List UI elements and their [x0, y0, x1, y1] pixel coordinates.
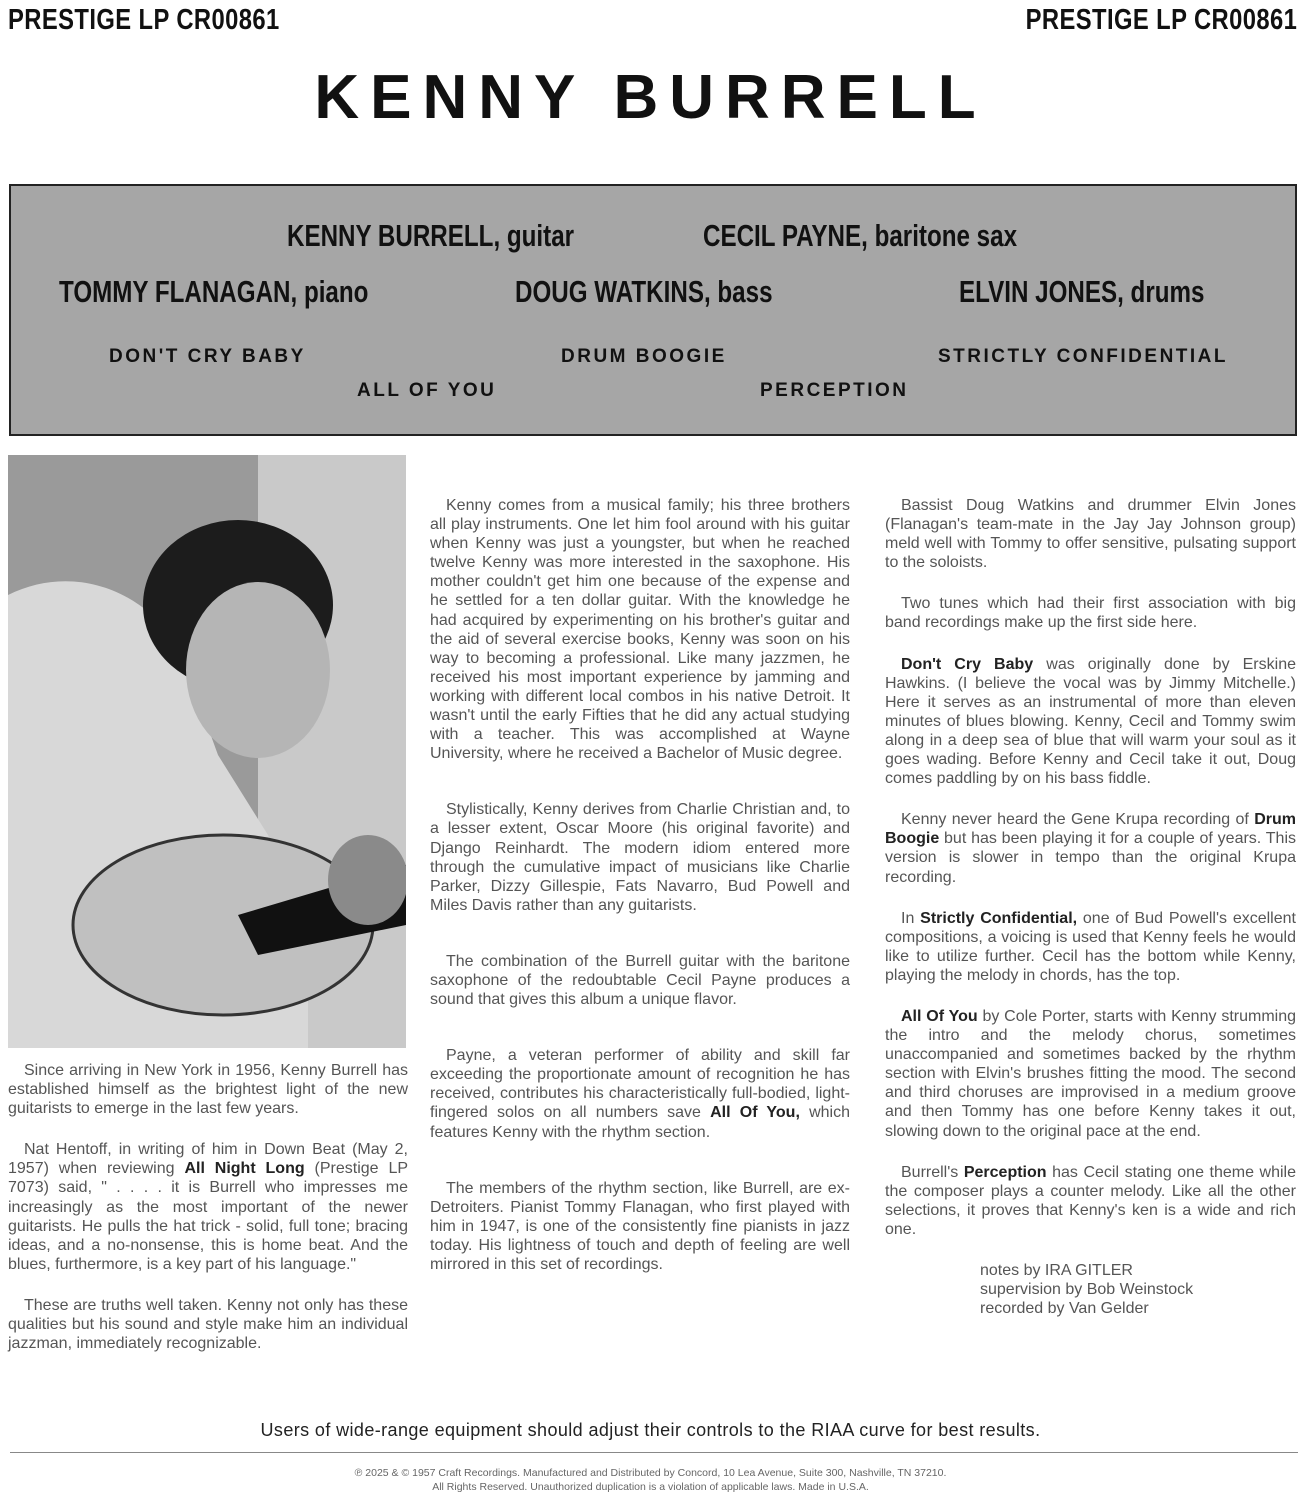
liner-notes-column-1: [8, 1061, 408, 1375]
personnel-cecil-payne: [703, 218, 1017, 254]
artist-photo: [8, 455, 406, 1048]
paragraph-text: Since arriving in New York in 1956, Kenny Burrell has established himself as the brightest light of the new guitarists to emerge in the last few years.: [8, 1062, 408, 1118]
legal-notice: [0, 1466, 1301, 1494]
song-title-emphasis: All Of You,: [710, 1104, 800, 1122]
paragraph-text: was originally done by Erskine Hawkins. (I believe the vocal was by Jimmy Mitchelle.) Here it serves as an instrumental of more than eleven minutes of blues blowing. Kenny, Cecil and Tommy swim along in a deep sea of blue that will warm your soul as it goes wading. Before Kenny and Cecil take it out, Doug comes paddling by on his bass fiddle.: [885, 655, 1296, 788]
paragraph-text: Payne, a veteran performer of ability and skill far exceeding the proportionate amount of recognition he has received, contributes his characteristically full-bodied, light-fingered solos on all numbers save: [430, 1047, 850, 1122]
musician-name: KENNY BURRELL,: [287, 218, 501, 253]
paragraph-text: which features Kenny with the rhythm section.: [430, 1104, 850, 1141]
liner-notes-paragraph: [430, 496, 850, 763]
paragraph-text: Kenny comes from a musical family; his three brothers all play instruments. One let him fool around with his guitar when Kenny was just a youngster, but when he reached twelve Kenny was more interested in the saxophone. His mother couldn't get him one because of the expense and he settled for a ten dollar guitar. With the knowledge he had acquired by experimenting on his brother's guitar and the aid of several exercise books, Kenny was soon on his way to becoming a professional. Like many jazzmen, he received his most important experience by jamming and working with different local combos in his native Detroit. It wasn't until the early Fifties that he did any actual studying with a teacher. This was accomplished at Wayne University, where he received a Bachelor of Music degree.: [430, 497, 850, 763]
liner-notes-paragraph: [8, 1296, 408, 1353]
tune-drum-boogie: DRUM BOOGIE: [561, 346, 727, 367]
paragraph-text: but has been playing it for a couple of years. This version is slower in tempo than the original Krupa recording.: [885, 830, 1296, 886]
guitarist-photo-illustration: [8, 455, 406, 1048]
musician-name: ELVIN JONES,: [959, 274, 1124, 309]
musician-name: CECIL PAYNE,: [703, 218, 868, 253]
liner-notes-paragraph: [885, 496, 1296, 572]
legal-line: ℗ 2025 & © 1957 Craft Recordings. Manufactured and Distributed by Concord, 10 Lea Avenue, Suite 300, Nashville, TN 37210.: [354, 1467, 947, 1479]
personnel-tommy-flanagan: [59, 274, 368, 310]
liner-notes-paragraph: [430, 1046, 850, 1141]
personnel-kenny-burrell: [287, 218, 574, 254]
instrument: guitar: [506, 218, 575, 253]
personnel-elvin-jones: [959, 274, 1204, 310]
instrument: bass: [717, 274, 773, 309]
musician-name: DOUG WATKINS,: [515, 274, 711, 309]
paragraph-text: Nat Hentoff, in writing of him in Down Beat (May 2, 1957) when reviewing: [8, 1141, 408, 1178]
liner-notes-column-3: [885, 496, 1296, 1318]
liner-notes-column-2: [430, 496, 850, 1311]
song-title-emphasis: Perception: [963, 1163, 1047, 1181]
liner-notes-paragraph: [430, 952, 850, 1009]
musician-name: TOMMY FLANAGAN,: [59, 274, 298, 309]
paragraph-text: Stylistically, Kenny derives from Charlie Christian and, to a lesser extent, Oscar Moore (his original favorite) and Django Reinhardt. The modern idiom entered more through the cumulative impact of musicians like Charlie Parker, Dizzy Gillespie, Fats Navarro, Bud Powell and Miles Davis rather than any guitarists.: [430, 801, 850, 914]
liner-notes-paragraph: [885, 655, 1296, 789]
liner-notes-paragraph: [430, 1179, 850, 1274]
paragraph-text: by Cole Porter, starts with Kenny strumming the intro and the melody chorus, sometimes unaccompanied and sometimes backed by the rhythm section with Elvin's brushes fitting the mood. The second and third choruses are improvised in a medium groove and then Tommy has one before Kenny takes it out, slowing down to the original pace at the end.: [885, 1007, 1296, 1140]
song-title-emphasis: All Of You: [901, 1007, 978, 1025]
paragraph-text: Burrell's: [901, 1163, 964, 1181]
paragraph-text: These are truths well taken. Kenny not only has these qualities but his sound and style make him an individual jazzman, immediately recognizable.: [8, 1296, 408, 1353]
riaa-note: Users of wide-range equipment should adjust their controls to the RIAA curve for best results.: [260, 1420, 1041, 1440]
liner-notes-paragraph: [885, 1163, 1296, 1239]
song-title-emphasis: Drum Boogie: [885, 811, 1296, 848]
divider: [10, 1452, 1298, 1453]
paragraph-text: (Prestige LP 7073) said, " . . . . it is Burrell who impresses me increasingly as the most important of the newer guitarists. He pulls the hat trick - solid, full tone; bracing ideas, and a no-nonsense, this is home beat. And the blues, furthermore, is a key part of his language.": [8, 1160, 409, 1273]
paragraph-text: Kenny never heard the Gene Krupa recording of: [901, 811, 1255, 829]
liner-notes-paragraph: [8, 1140, 408, 1274]
tune-dont-cry-baby: DON'T CRY BABY: [109, 346, 306, 367]
tune-all-of-you: ALL OF YOU: [357, 380, 497, 401]
paragraph-text: Two tunes which had their first association with big band recordings make up the first side here.: [885, 595, 1296, 632]
catalog-number-left: PRESTIGE LP CR00861: [8, 4, 280, 36]
credits: [980, 1261, 1296, 1318]
credit-line: supervision by Bob Weinstock: [980, 1281, 1194, 1298]
paragraph-text: The combination of the Burrell guitar with the baritone saxophone of the redoubtable Cecil Payne produces a sound that gives this album a unique flavor.: [430, 952, 850, 1009]
legal-line: All Rights Reserved. Unauthorized duplication is a violation of applicable laws. Made in U.S.A.: [432, 1481, 869, 1493]
paragraph-text: has Cecil stating one theme while the composer plays a counter melody. Like all the other selections, it proves that Kenny's ken is a wide and rich one.: [885, 1163, 1297, 1238]
credit-line: recorded by Van Gelder: [980, 1300, 1149, 1317]
tune-strictly-confidential: STRICTLY CONFIDENTIAL: [938, 346, 1229, 367]
paragraph-text: In: [901, 909, 921, 927]
instrument: drums: [1130, 274, 1205, 309]
liner-notes-paragraph: [8, 1061, 408, 1118]
song-title-emphasis: Strictly Confidential,: [920, 909, 1078, 927]
catalog-number-right: PRESTIGE LP CR00861: [1025, 4, 1297, 36]
personnel-doug-watkins: [515, 274, 773, 310]
liner-notes-paragraph: [885, 594, 1296, 632]
song-title-emphasis: All Night Long: [184, 1160, 305, 1178]
liner-notes-paragraph: [430, 800, 850, 915]
paragraph-text: Bassist Doug Watkins and drummer Elvin Jones (Flanagan's team-mate in the Jay Jay Johnson group) meld well with Tommy to offer sensitive, pulsating support to the soloists.: [885, 497, 1296, 572]
personnel-box: [9, 184, 1297, 436]
paragraph-text: one of Bud Powell's excellent compositions, a voicing is used that Kenny feels he would like to utilize further. Cecil has the bottom while Kenny, playing the melody in chords, has the top.: [885, 909, 1296, 984]
song-title-emphasis: Don't Cry Baby: [901, 655, 1034, 673]
instrument: baritone sax: [874, 218, 1018, 253]
instrument: piano: [303, 274, 369, 309]
liner-notes-paragraph: [885, 1007, 1296, 1141]
credit-line: notes by IRA GITLER: [980, 1262, 1133, 1279]
liner-notes-paragraph: [885, 810, 1296, 886]
album-title: KENNY BURRELL: [314, 63, 987, 132]
paragraph-text: The members of the rhythm section, like Burrell, are ex-Detroiters. Pianist Tommy Flanagan, who first played with him in 1947, is one of the consistently fine pianists in jazz today. His lightness of touch and depth of feeling are well mirrored in this set of recordings.: [430, 1179, 850, 1273]
tune-perception: PERCEPTION: [760, 380, 909, 401]
liner-notes-paragraph: [885, 909, 1296, 985]
